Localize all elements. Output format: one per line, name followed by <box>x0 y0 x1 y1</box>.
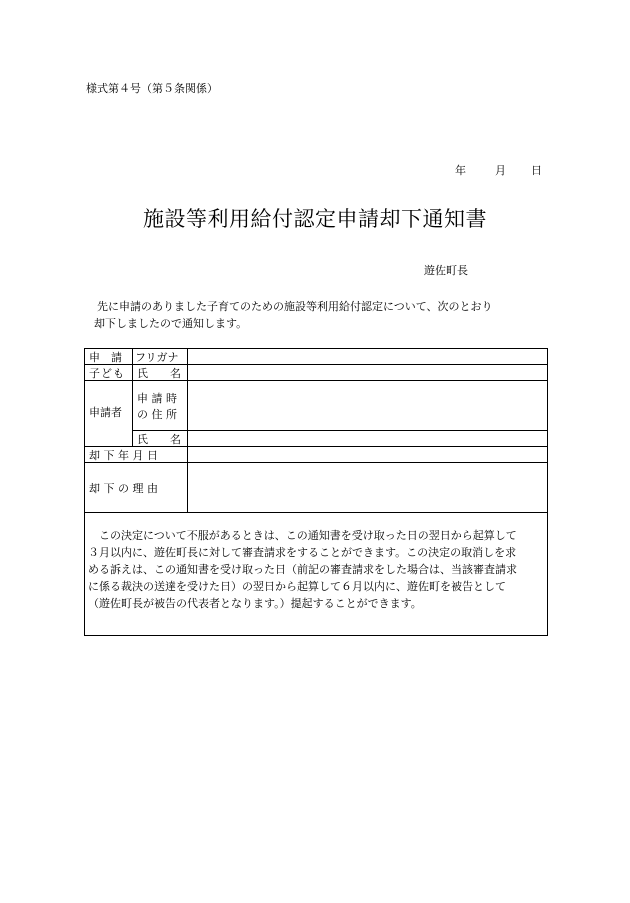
notice-line: に係る裁決の送達を受けた日）の翌日から起算して６月以内に、遊佐町を被告として <box>88 580 506 593</box>
applicant-name-field[interactable] <box>188 431 547 446</box>
column-divider <box>132 348 133 446</box>
row-divider <box>84 512 548 513</box>
applicant-name-label: 氏 名 <box>137 433 181 446</box>
rejection-date-label: 却 下 年 月 日 <box>89 449 158 462</box>
rejection-reason-label: 却 下 の 理 由 <box>89 482 158 495</box>
notice-line: （遊佐町長が被告の代表者となります。）提起することができます。 <box>88 597 422 610</box>
intro-line-2: 却下しましたので通知します。 <box>94 317 248 330</box>
applicant-label: 申請者 <box>89 406 122 419</box>
address-field[interactable] <box>188 381 547 430</box>
form-number: 様式第４号（第５条関係） <box>86 82 218 95</box>
notice-line: この決定について不服があるときは、この通知書を受け取った日の翌日から起算して <box>99 529 517 542</box>
issuer: 遊佐町長 <box>424 264 468 277</box>
notice-line: める訴えは、この通知書を受け取った日（前記の審査請求をした場合は、当該審査請求 <box>88 563 517 576</box>
intro-line-1: 先に申請のありました子育てのための施設等利用給付認定について、次のとおり <box>97 300 493 313</box>
furigana-field[interactable] <box>188 349 547 364</box>
child-label-bottom: 子ども <box>89 367 125 380</box>
date-month: 月 <box>495 164 506 177</box>
child-name-label: 氏 名 <box>137 367 181 380</box>
date-year: 年 <box>455 164 466 177</box>
rejection-reason-field[interactable] <box>188 463 547 512</box>
address-label-2: の 住 所 <box>137 408 177 421</box>
child-name-field[interactable] <box>188 365 547 380</box>
notice-line: ３月以内に、遊佐町長に対して審査請求をすることができます。この決定の取消しを求 <box>88 546 517 559</box>
appeal-notice <box>88 527 546 612</box>
intro-text <box>86 298 546 332</box>
furigana-label: フリガナ <box>135 351 179 364</box>
address-label-1: 申 請 時 <box>137 392 177 405</box>
rejection-date-field[interactable] <box>188 447 547 462</box>
date-day: 日 <box>531 164 542 177</box>
page-title: 施設等利用給付認定申請却下通知書 <box>143 207 487 231</box>
child-label-top: 申 請 <box>89 351 122 364</box>
